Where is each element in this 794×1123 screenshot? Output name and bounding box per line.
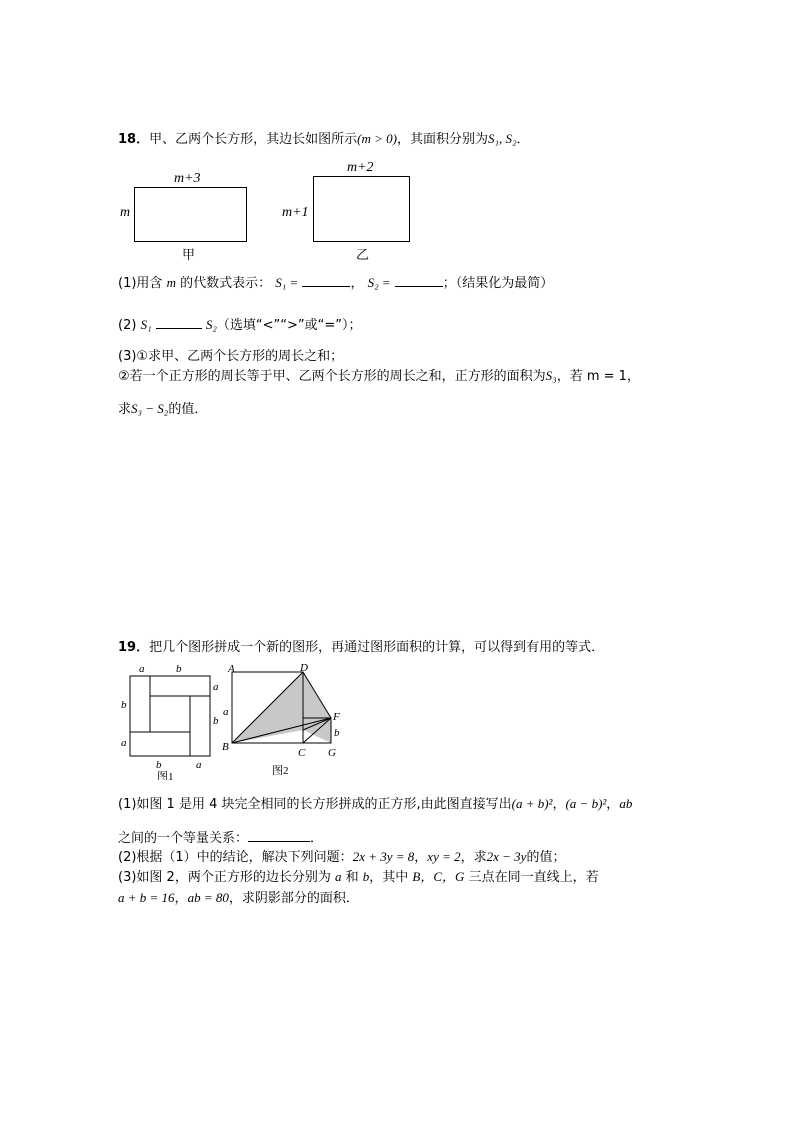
q19-p3-mid: ，其中 xyxy=(369,870,409,885)
fig2-point-f: F xyxy=(333,711,340,723)
fig2-caption: 图2 xyxy=(272,765,289,777)
fig1-label-b-right: b xyxy=(213,715,219,727)
q19-p1-expr3: ab xyxy=(619,796,633,811)
q18-condition: (m > 0) xyxy=(357,131,397,146)
q19-p2-eq2: xy = 2 xyxy=(427,849,461,864)
yi-left-label: m+1 xyxy=(282,205,309,220)
fig1-caption: 图1 xyxy=(157,771,174,780)
q19-stem xyxy=(118,639,604,657)
q19-p2-tail: 的值； xyxy=(526,850,566,865)
q18-number: 18． xyxy=(118,132,150,147)
q19-p1-text: (1)如图 1 是用 4 块完全相同的长方形拼成的正方形,由此图直接写出 xyxy=(118,797,512,812)
q18-p3-s3: S₃ xyxy=(545,368,557,383)
q18-blank-compare[interactable] xyxy=(156,316,202,329)
fig2-point-b: B xyxy=(222,741,229,753)
q19-p1-expr1: (a + b)² xyxy=(511,796,553,811)
q19-p1-comma2: ， xyxy=(606,797,620,812)
q19-part1-line1 xyxy=(118,795,632,814)
q18-part3-line1: (3)①求甲、乙两个长方形的周长之和； xyxy=(118,349,344,364)
q19-blank-relation[interactable] xyxy=(248,829,310,842)
q18-blank-s1[interactable] xyxy=(302,274,350,287)
q19-p2-ask: ，求 xyxy=(460,850,487,865)
q19-part2: (2)根据（1）中的结论，解决下列问题：2x + 3y = 8，xy = 2，求2x − 3y的值； xyxy=(118,849,566,865)
fig1-label-b-left: b xyxy=(121,699,127,711)
q18-p1-mid: 的代数式表示： xyxy=(180,276,272,291)
q19-part1-line2 xyxy=(118,829,323,848)
q18-part2 xyxy=(118,316,362,335)
q19-p1-line2-end: ． xyxy=(310,831,324,846)
q19-stem-text: 把几个图形拼成一个新的图形，再通过图形面积的计算，可以得到有用的等式． xyxy=(149,640,605,655)
jia-top-label: m+3 xyxy=(174,171,201,186)
q18-p3-expr: S₃ − S₂ xyxy=(131,401,169,416)
q18-p2-prefix: (2) xyxy=(118,318,137,333)
q18-period: ． xyxy=(516,132,530,147)
q19-p3-line1-tail: 三点在同一直线上，若 xyxy=(468,870,599,885)
q18-part1 xyxy=(118,274,553,293)
q19-p3-eq1: a + b = 16 xyxy=(118,890,175,905)
q19-p3-line2-tail: ，求阴影部分的面积． xyxy=(228,891,359,906)
q18-p3-line3-tail: 的值． xyxy=(168,402,208,417)
fig1-label-b-top: b xyxy=(176,663,182,675)
q18-areas: S₁, S₂ xyxy=(487,131,517,146)
q18-p1-s2: S₂ = xyxy=(367,275,391,290)
q18-part3-line2 xyxy=(118,367,640,386)
q18-p3-cond: ，若 m = 1， xyxy=(556,369,640,384)
fig1-label-b-bottom: b xyxy=(156,759,162,771)
q19-part3-line1 xyxy=(118,868,599,887)
fig1-outer-square xyxy=(130,676,210,756)
q19-figure1 xyxy=(112,660,224,780)
fig2-side-b: b xyxy=(334,727,340,739)
q19-p3-eq2: ab = 80 xyxy=(187,890,229,905)
q19-p1-comma1: ， xyxy=(552,797,566,812)
q19-part3-line2: a + b = 16，ab = 80，求阴影部分的面积． xyxy=(118,890,359,906)
yi-caption: 乙 xyxy=(356,248,370,263)
q19-p3-b: b xyxy=(362,869,370,884)
q19-p3-and: 和 xyxy=(345,870,359,885)
fig2-point-a: A xyxy=(228,663,235,675)
q18-blank-s2[interactable] xyxy=(395,274,443,287)
q18-p3-line3-prefix: 求 xyxy=(118,402,132,417)
q19-p3-a: a xyxy=(334,869,342,884)
q18-p1-sep: ， xyxy=(350,276,364,291)
yi-top-label: m+2 xyxy=(347,160,374,175)
q18-p1-tail: ；（结果化为最简） xyxy=(442,276,554,291)
q18-part3-line3 xyxy=(118,400,207,419)
fig1-label-a-top: a xyxy=(139,663,145,675)
jia-caption: 甲 xyxy=(182,248,196,263)
q19-p3-prefix: (3)如图 2，两个正方形的边长分别为 xyxy=(118,870,331,885)
q19-figure2 xyxy=(220,660,350,780)
fig1-label-a-right: a xyxy=(213,681,219,693)
fig2-point-d: D xyxy=(300,662,308,674)
q18-p1-var: m xyxy=(166,275,176,290)
q19-p2-eq1: 2x + 3y = 8 xyxy=(352,849,415,864)
yi-rectangle xyxy=(313,176,410,242)
q19-p1-line2-text: 之间的一个等量关系： xyxy=(118,831,249,846)
fig1-label-a-bottom: a xyxy=(196,759,202,771)
q19-p2-expr: 2x − 3y xyxy=(486,849,527,864)
q19-p1-expr2: (a − b)² xyxy=(565,796,607,811)
q19-p3-points: B，C，G xyxy=(412,869,465,884)
fig1-label-a-left: a xyxy=(121,737,127,749)
fig2-point-g: G xyxy=(328,747,336,759)
q18-p1-s1: S₁ = xyxy=(275,275,299,290)
jia-left-label: m xyxy=(120,205,131,220)
q18-stem-tail: ，其面积分别为 xyxy=(396,132,488,147)
q18-stem xyxy=(118,130,530,149)
fig2-point-c: C xyxy=(298,747,306,759)
jia-rectangle xyxy=(134,187,247,242)
q19-p2-prefix: (2)根据（1）中的结论，解决下列问题： xyxy=(118,850,353,865)
q18-stem-text: 甲、乙两个长方形，其边长如图所示 xyxy=(149,132,358,147)
q18-p1-prefix: (1)用含 xyxy=(118,276,163,291)
fig2-side-a: a xyxy=(223,706,229,718)
q19-number: 19． xyxy=(118,640,150,655)
q18-p2-s2: S₂ xyxy=(205,317,217,332)
q18-p2-s1: S₁ xyxy=(140,317,152,332)
q18-p3-line2-text: ②若一个正方形的周长等于甲、乙两个长方形的周长之和，正方形的面积为 xyxy=(118,369,546,384)
q18-p2-tail: （选填“<”“>”或“=”）； xyxy=(216,318,362,333)
